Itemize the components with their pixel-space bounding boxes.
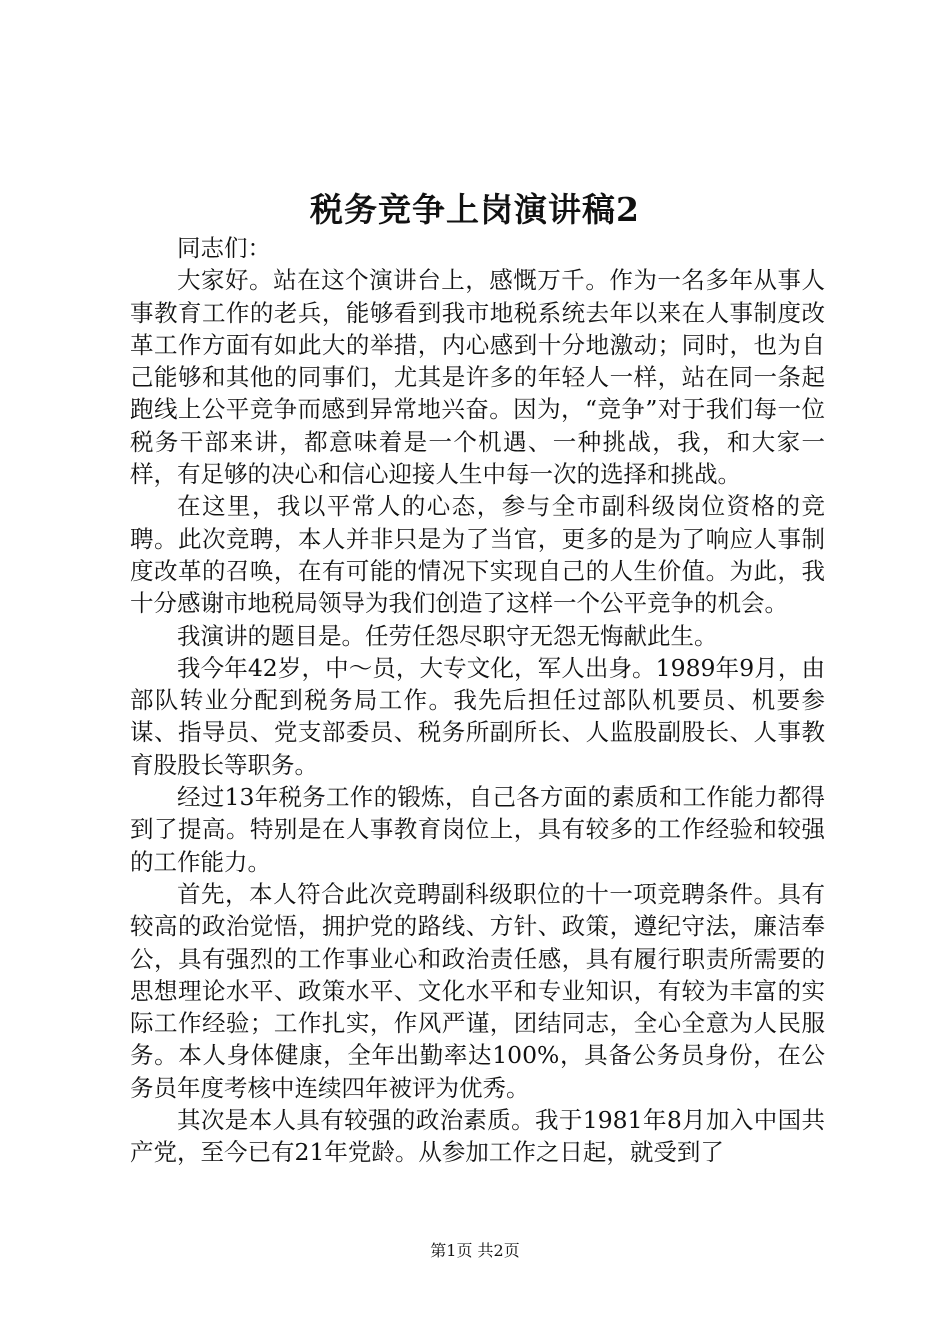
paragraph-political-quality: 其次是本人具有较强的政治素质。我于1981年8月加入中国共产党，至今已有21年党龄。从参加工作之日起，就受到了 [130,1106,825,1167]
paragraph-experience: 经过13年税务工作的锻炼，自己各方面的素质和工作能力都得到了提高。特别是在人事教育岗位上，具有较多的工作经验和较强的工作能力。 [130,783,825,876]
paragraph-salutation: 同志们： [177,234,271,262]
paragraph-greeting: 大家好。站在这个演讲台上，感慨万千。作为一名多年从事人事教育工作的老兵，能够看到我市地税系统去年以来在人事制度改革工作方面有如此大的举措，内心感到十分地激动；同时，也为自己能够和其他的同事们，尤其是许多的年轻人一样，站在同一条起跑线上公平竞争而感到异常地兴奋。因为，“竞争”对于我们每一位税务干部来讲，都意味着是一个机遇、一种挑战，我，和大家一样，有足够的决心和信心迎接人生中每一次的选择和挑战。 [130,266,825,489]
document-body [130,232,825,1169]
document-title: 税务竞争上岗演讲稿2 [310,190,640,229]
paragraph-participation: 在这里，我以平常人的心态，参与全市副科级岗位资格的竞聘。此次竞聘，本人并非只是为了当官，更多的是为了响应人事制度改革的召唤，在有可能的情况下实现自己的人生价值。为此，我十分感谢市地税局领导为我们创造了这样一个公平竞争的机会。 [130,492,825,618]
page-number-footer: 第1页 共2页 [430,1241,520,1260]
paragraph-qualifications: 首先，本人符合此次竞聘副科级职位的十一项竞聘条件。具有较高的政治觉悟，拥护党的路线、方针、政策，遵纪守法，廉洁奉公，具有强烈的工作事业心和政治责任感，具有履行职责所需要的思想理论水平、政策水平、文化水平和专业知识，有较为丰富的实际工作经验；工作扎实，作风严谨，团结同志，全心全意为人民服务。本人身体健康，全年出勤率达100%，具备公务员身份，在公务员年度考核中连续四年被评为优秀。 [130,879,825,1102]
paragraph-background: 我今年42岁，中～员，大专文化，军人出身。1989年9月，由部队转业分配到税务局工作。我先后担任过部队机要员、机要参谋、指导员、党支部委员、税务所副所长、人监股副股长、人事教育股股长等职务。 [130,653,825,779]
paragraph-speech-topic: 我演讲的题目是。任劳任怨尽职守无怨无悔献此生。 [177,621,718,650]
